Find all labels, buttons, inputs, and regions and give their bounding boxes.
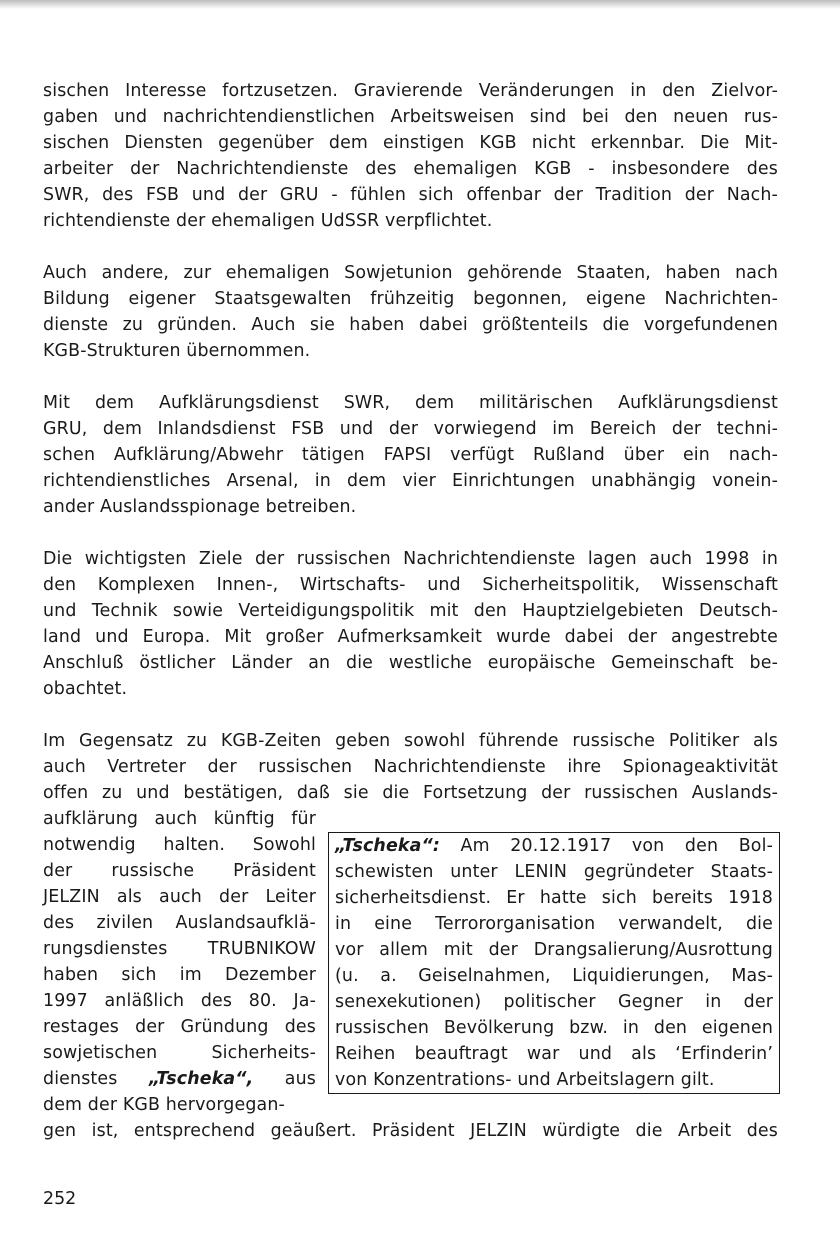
text-line: gen ist, entsprechend geäußert. Präsident JELZIN würdigte die Arbeit des bbox=[43, 1121, 778, 1141]
text-line: richtendienstliches Arsenal, in dem vier Einrichtungen unabhängig vonein- bbox=[43, 471, 778, 491]
paragraph-1 bbox=[43, 78, 778, 234]
tscheka-info-box bbox=[328, 832, 780, 1094]
text-line: GRU, dem Inlandsdienst FSB und der vorwiegend im Bereich der techni- bbox=[43, 419, 778, 439]
info-line: (u. a. Geiselnahmen, Liquidierungen, Mas- bbox=[335, 966, 773, 986]
text-line: Die wichtigsten Ziele der russischen Nachrichtendienste lagen auch 1998 in bbox=[43, 549, 778, 569]
text-line: offen zu und bestätigen, daß sie die Fortsetzung der russischen Auslands- bbox=[43, 783, 778, 803]
paragraph-4 bbox=[43, 546, 778, 702]
text-line: dienste zu gründen. Auch sie haben dabei größtenteils die vorgefundenen bbox=[43, 315, 778, 335]
text-line: gaben und nachrichtendienstlichen Arbeitsweisen sind bei den neuen rus- bbox=[43, 107, 778, 127]
info-line: Reihen beauftragt war und als ‘Erfinderin’ bbox=[335, 1044, 773, 1064]
info-line: von Konzentrations- und Arbeitslagern gilt. bbox=[335, 1070, 715, 1090]
info-line: russischen Bevölkerung bzw. in den eigenen bbox=[335, 1018, 773, 1038]
text-line: schen Aufklärung/Abwehr tätigen FAPSI verfügt Rußland über ein nach- bbox=[43, 445, 778, 465]
text-line: restages der Gründung des bbox=[43, 1017, 316, 1037]
text-line: sischen Interesse fortzusetzen. Gravierende Veränderungen in den Zielvor- bbox=[43, 81, 778, 101]
text-line: JELZIN als auch der Leiter bbox=[43, 887, 316, 907]
text-line: richtendienste der ehemaligen UdSSR verpflichtet. bbox=[43, 211, 493, 231]
text-line: auch Vertreter der russischen Nachrichtendienste ihre Spionageaktivität bbox=[43, 757, 778, 777]
text-line-with-term bbox=[43, 1066, 316, 1092]
text-line: arbeiter der Nachrichtendienste des ehemaligen KGB - insbesondere des bbox=[43, 159, 778, 179]
info-term: „Tscheka“: bbox=[335, 836, 440, 856]
text-line: den Komplexen Innen-, Wirtschafts- und Sicherheitspolitik, Wissenschaft bbox=[43, 575, 778, 595]
text-line: Mit dem Aufklärungsdienst SWR, dem militärischen Aufklärungsdienst bbox=[43, 393, 778, 413]
text-line: haben sich im Dezember bbox=[43, 965, 316, 985]
info-line-with-term bbox=[335, 833, 773, 859]
scan-edge bbox=[0, 0, 840, 9]
text-line: land und Europa. Mit großer Aufmerksamkeit wurde dabei der angestrebte bbox=[43, 627, 778, 647]
info-line: sicherheitsdienst. Er hatte sich bereits 1918 bbox=[335, 888, 773, 908]
text-line: aufklärung auch künftig für bbox=[43, 809, 316, 829]
info-line: schewisten unter LENIN gegründeter Staats- bbox=[335, 862, 773, 882]
text-line: obachtet. bbox=[43, 679, 128, 699]
text-line: der russische Präsident bbox=[43, 861, 316, 881]
text-line: sowjetischen Sicherheits- bbox=[43, 1043, 316, 1063]
info-line: in eine Terrororganisation verwandelt, die bbox=[335, 914, 773, 934]
wrapped-column bbox=[43, 806, 316, 1092]
paragraph-5 bbox=[43, 728, 778, 1144]
text-line: 1997 anläßlich des 80. Ja- bbox=[43, 991, 316, 1011]
text-line: Bildung eigener Staatsgewalten frühzeitig begonnen, eigene Nachrichten- bbox=[43, 289, 778, 309]
info-line: vor allem mit der Drangsalierung/Ausrottung bbox=[335, 940, 773, 960]
text-line: rungsdienstes TRUBNIKOW bbox=[43, 939, 316, 959]
text-line: Im Gegensatz zu KGB-Zeiten geben sowohl führende russische Politiker als bbox=[43, 731, 778, 751]
paragraph-2 bbox=[43, 260, 778, 364]
text-line: dem der KGB hervorgegan- bbox=[43, 1095, 285, 1115]
text-fragment: aus bbox=[253, 1069, 316, 1089]
text-line: SWR, des FSB und der GRU - fühlen sich offenbar der Tradition der Nach- bbox=[43, 185, 778, 205]
text-line: KGB-Strukturen übernommen. bbox=[43, 341, 311, 361]
page-number: 252 bbox=[43, 1189, 77, 1209]
text-line: sischen Diensten gegenüber dem einstigen KGB nicht erkennbar. Die Mit- bbox=[43, 133, 778, 153]
text-fragment: Am 20.12.1917 von den Bol- bbox=[439, 836, 773, 856]
text-fragment: dienstes bbox=[43, 1069, 149, 1089]
info-line: senexekutionen) politischer Gegner in der bbox=[335, 992, 773, 1012]
wrapped-text-region bbox=[43, 806, 778, 1092]
paragraph-3 bbox=[43, 390, 778, 520]
text-line: Auch andere, zur ehemaligen Sowjetunion gehörende Staaten, haben nach bbox=[43, 263, 778, 283]
tscheka-term: „Tscheka“, bbox=[148, 1069, 254, 1089]
text-line: des zivilen Auslandsaufklä- bbox=[43, 913, 316, 933]
text-line: und Technik sowie Verteidigungspolitik mit den Hauptzielgebieten Deutsch- bbox=[43, 601, 778, 621]
text-line: ander Auslandsspionage betreiben. bbox=[43, 497, 357, 517]
page-body bbox=[43, 78, 778, 1144]
text-line: Anschluß östlicher Länder an die westliche europäische Gemeinschaft be- bbox=[43, 653, 778, 673]
text-line: notwendig halten. Sowohl bbox=[43, 835, 316, 855]
